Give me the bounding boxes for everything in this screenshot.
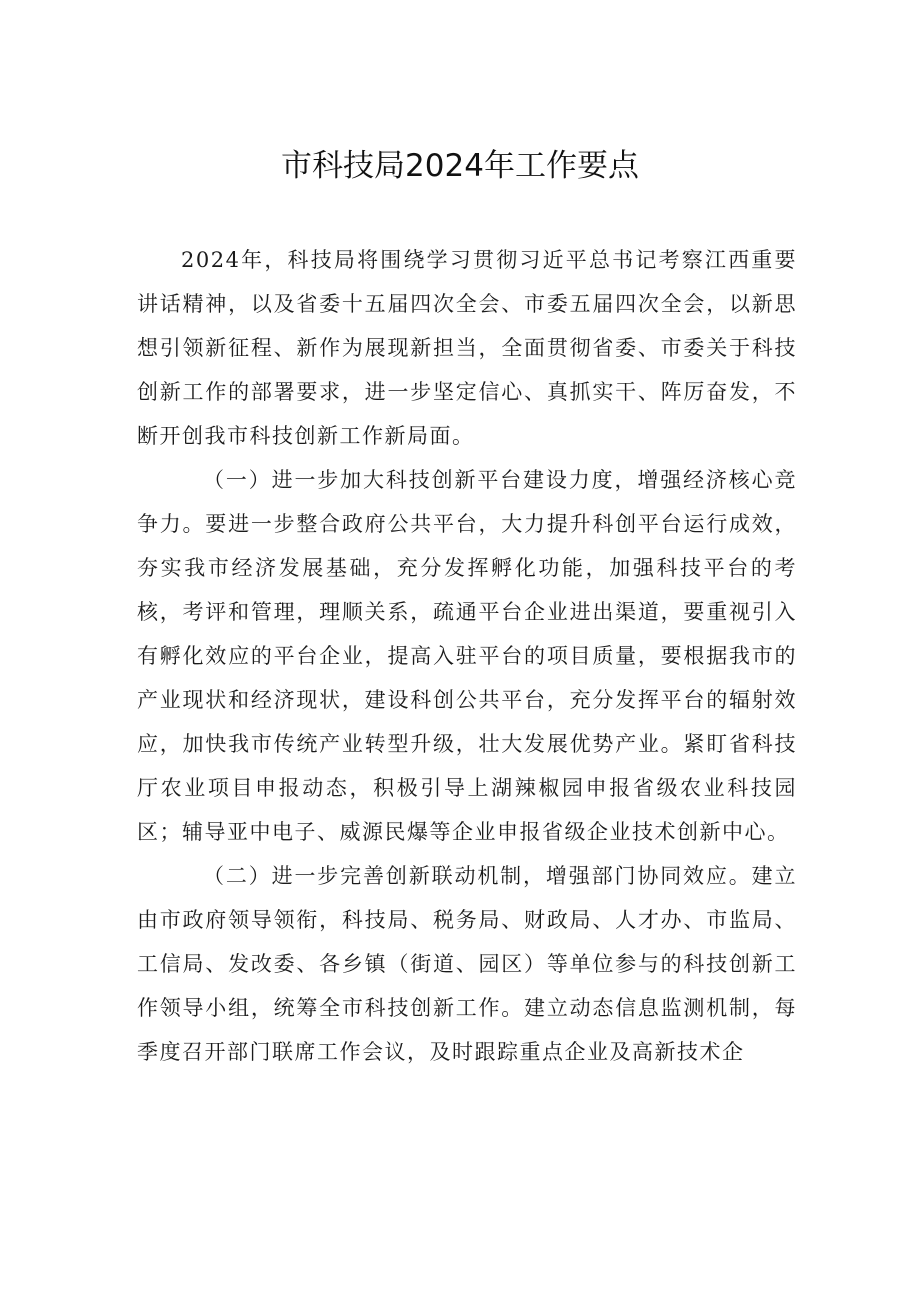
- document-body: [137, 238, 797, 1074]
- paragraph-intro: 2024年，科技局将围绕学习贯彻习近平总书记考察江西重要讲话精神，以及省委十五届四次全会、市委五届四次全会，以新思想引领新征程、新作为展现新担当，全面贯彻省委、市委关于科技创新工作的部署要求，进一步坚定信心、真抓实干、阵厉奋发，不断开创我市科技创新工作新局面。: [137, 248, 797, 448]
- paragraph-section-1: （一）进一步加大科技创新平台建设力度，增强经济核心竞争力。要进一步整合政府公共平台，大力提升科创平台运行成效，夯实我市经济发展基础，充分发挥孵化功能，加强科技平台的考核，考评和管理，理顺关系，疏通平台企业进出渠道，要重视引入有孵化效应的平台企业，提高入驻平台的项目质量，要根据我市的产业现状和经济现状，建设科创公共平台，充分发挥平台的辐射效应，加快我市传统产业转型升级，壮大发展优势产业。紧盯省科技厅农业项目申报动态，积极引导上湖辣椒园申报省级农业科技园区；辅导亚中电子、威源民爆等企业申报省级企业技术创新中心。: [137, 468, 797, 844]
- document-title: 市科技局2024年工作要点: [281, 148, 639, 184]
- paragraph-section-2: （二）进一步完善创新联动机制，增强部门协同效应。建立由市政府领导领衔，科技局、税务局、财政局、人才办、市监局、工信局、发改委、各乡镇（街道、园区）等单位参与的科技创新工作领导小组，统筹全市科技创新工作。建立动态信息监测机制，每季度召开部门联席工作会议，及时跟踪重点企业及高新技术企: [137, 864, 797, 1064]
